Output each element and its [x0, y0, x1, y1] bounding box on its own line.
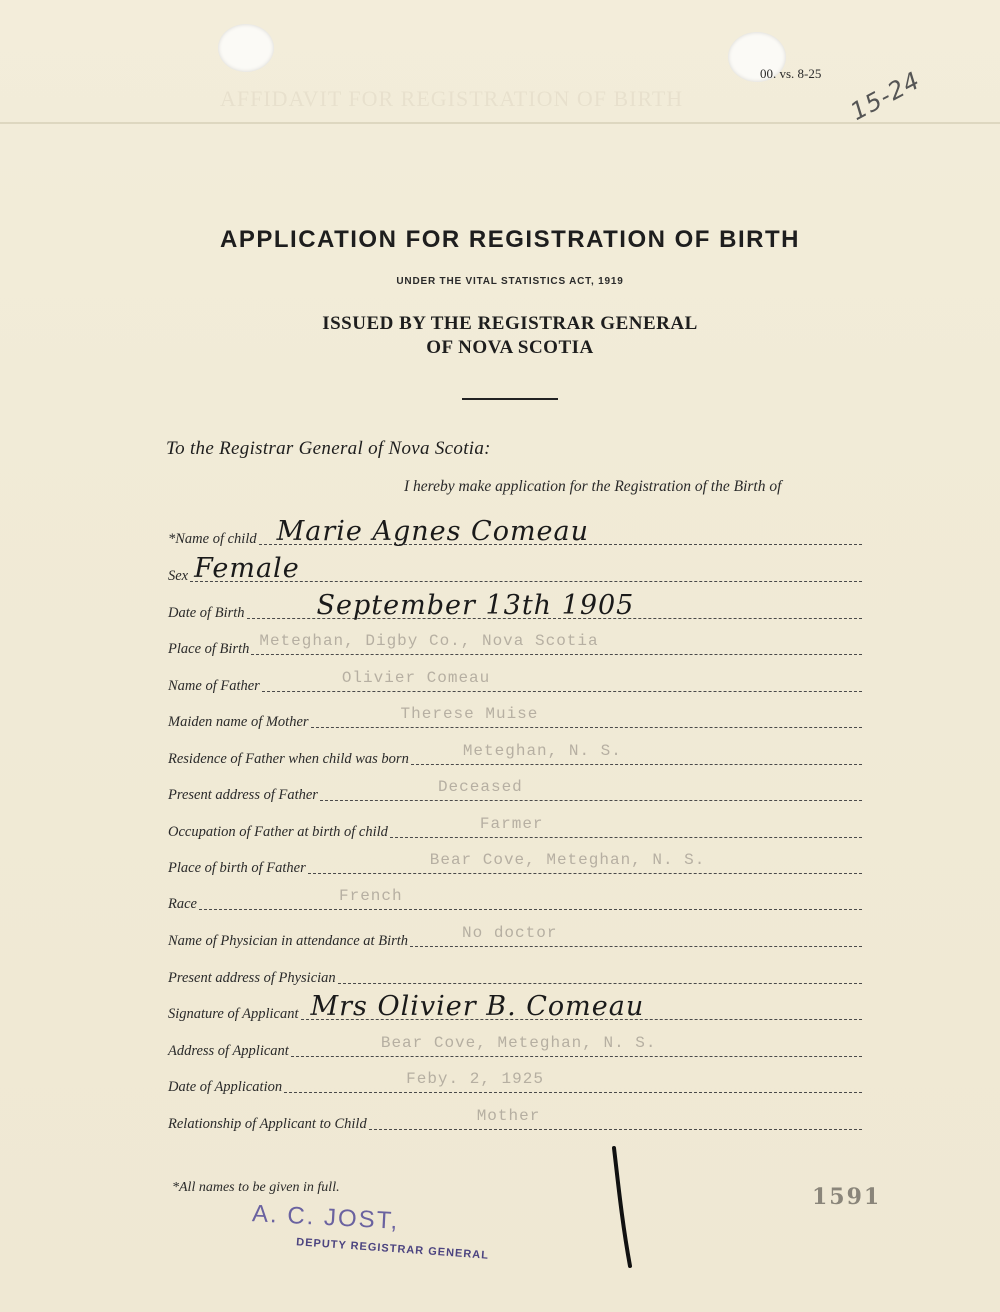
- field-label-father-residence: Residence of Father when child was born: [168, 751, 409, 767]
- field-line-application-date: [284, 1072, 862, 1093]
- field-value-physician-name: No doctor: [462, 924, 558, 942]
- field-row-father-residence: [166, 744, 862, 768]
- field-value-place-of-birth: Meteghan, Digby Co., Nova Scotia: [259, 632, 599, 650]
- field-label-father-present-address: Present address of Father: [168, 787, 318, 803]
- field-value-father-name: Olivier Comeau: [341, 669, 491, 687]
- field-label-place-of-birth: Place of Birth: [168, 641, 250, 657]
- field-line-father-name: [262, 671, 862, 692]
- field-line-physician-address: [338, 963, 862, 984]
- field-row-place-of-birth: [166, 634, 862, 658]
- field-line-sex: [190, 553, 862, 584]
- field-value-father-present-address: Deceased: [437, 778, 523, 796]
- footnote: *All names to be given in full.: [172, 1180, 340, 1195]
- field-row-sex: [166, 553, 862, 585]
- field-row-application-date: [166, 1072, 862, 1096]
- field-value-sex: Female: [194, 553, 300, 584]
- field-line-father-occupation: [390, 817, 862, 838]
- field-row-physician-name: [166, 926, 862, 950]
- field-line-father-birthplace: [308, 853, 862, 874]
- field-row-father-birthplace: [166, 853, 862, 877]
- field-line-child-name: [259, 516, 862, 547]
- field-row-applicant-signature: [166, 991, 862, 1023]
- field-row-father-occupation: [166, 817, 862, 841]
- field-value-mother-maiden-name: Therese Muise: [400, 705, 539, 723]
- field-value-application-date: Feby. 2, 1925: [406, 1070, 544, 1088]
- issuer-block: [0, 312, 1000, 360]
- field-line-father-present-address: [320, 780, 862, 801]
- separator-rule: [462, 398, 558, 400]
- field-value-child-name: Marie Agnes Comeau: [276, 516, 590, 547]
- document-title: APPLICATION FOR REGISTRATION OF BIRTH: [220, 226, 800, 253]
- field-label-applicant-signature: Signature of Applicant: [168, 1006, 299, 1022]
- field-label-date-of-birth: Date of Birth: [168, 605, 245, 621]
- field-line-mother-maiden-name: [311, 707, 862, 728]
- field-row-father-name: [166, 671, 862, 695]
- field-line-place-of-birth: [251, 634, 862, 655]
- issuer-line-1: ISSUED BY THE REGISTRAR GENERAL: [322, 313, 698, 334]
- field-line-physician-name: [410, 926, 862, 947]
- pencil-annotation: 15-24: [845, 66, 925, 126]
- field-line-applicant-signature: [301, 991, 863, 1022]
- field-label-mother-maiden-name: Maiden name of Mother: [168, 714, 309, 730]
- field-label-father-birthplace: Place of birth of Father: [168, 860, 306, 876]
- field-line-date-of-birth: [247, 590, 862, 621]
- document-subtitle: UNDER THE VITAL STATISTICS ACT, 1919: [396, 276, 624, 287]
- field-label-child-name: *Name of child: [168, 531, 257, 547]
- form-code: 00. vs. 8-25: [760, 66, 822, 81]
- field-value-father-birthplace: Bear Cove, Meteghan, N. S.: [429, 851, 706, 869]
- field-line-applicant-address: [291, 1036, 862, 1057]
- field-row-applicant-address: [166, 1036, 862, 1060]
- field-line-father-residence: [411, 744, 862, 765]
- registrar-stamp-name: A. C. JOST,: [251, 1200, 400, 1235]
- field-row-mother-maiden-name: [166, 707, 862, 731]
- addressee: To the Registrar General of Nova Scotia:: [166, 438, 491, 459]
- paper-fold-line: [0, 122, 1000, 124]
- issuer-line-2: OF NOVA SCOTIA: [426, 337, 594, 358]
- field-label-physician-address: Present address of Physician: [168, 970, 336, 986]
- field-value-father-residence: Meteghan, N. S.: [462, 742, 622, 760]
- field-label-father-name: Name of Father: [168, 678, 260, 694]
- field-value-date-of-birth: September 13th 1905: [316, 590, 635, 621]
- field-value-applicant-signature: Mrs Olivier B. Comeau: [310, 991, 645, 1022]
- bleed-through-text: AFFIDAVIT FOR REGISTRATION OF BIRTH: [220, 86, 684, 111]
- field-label-application-date: Date of Application: [168, 1079, 283, 1095]
- field-row-physician-address: [166, 963, 862, 987]
- field-line-applicant-relationship: [369, 1109, 862, 1130]
- field-row-applicant-relationship: [166, 1109, 862, 1133]
- field-line-race: [199, 889, 862, 910]
- field-value-father-occupation: Farmer: [479, 815, 544, 833]
- field-row-father-present-address: [166, 780, 862, 804]
- field-label-applicant-address: Address of Applicant: [168, 1043, 289, 1059]
- registrar-stamp-title: DEPUTY REGISTRAR GENERAL: [295, 1236, 490, 1262]
- field-value-race: French: [338, 887, 403, 905]
- punch-hole-left: [218, 24, 274, 72]
- registration-number: 1591: [812, 1184, 882, 1210]
- field-row-race: [166, 889, 862, 913]
- field-value-applicant-address: Bear Cove, Meteghan, N. S.: [380, 1034, 657, 1052]
- field-label-applicant-relationship: Relationship of Applicant to Child: [168, 1116, 367, 1132]
- field-label-father-occupation: Occupation of Father at birth of child: [168, 824, 388, 840]
- field-value-applicant-relationship: Mother: [476, 1107, 541, 1125]
- intro-text: I hereby make application for the Registration of the Birth of: [404, 478, 782, 495]
- field-label-race: Race: [168, 896, 197, 912]
- field-row-date-of-birth: [166, 590, 862, 622]
- field-label-sex: Sex: [168, 568, 189, 584]
- ink-check-stroke: [608, 1142, 638, 1272]
- field-row-child-name: [166, 516, 862, 548]
- field-label-physician-name: Name of Physician in attendance at Birth: [168, 933, 409, 949]
